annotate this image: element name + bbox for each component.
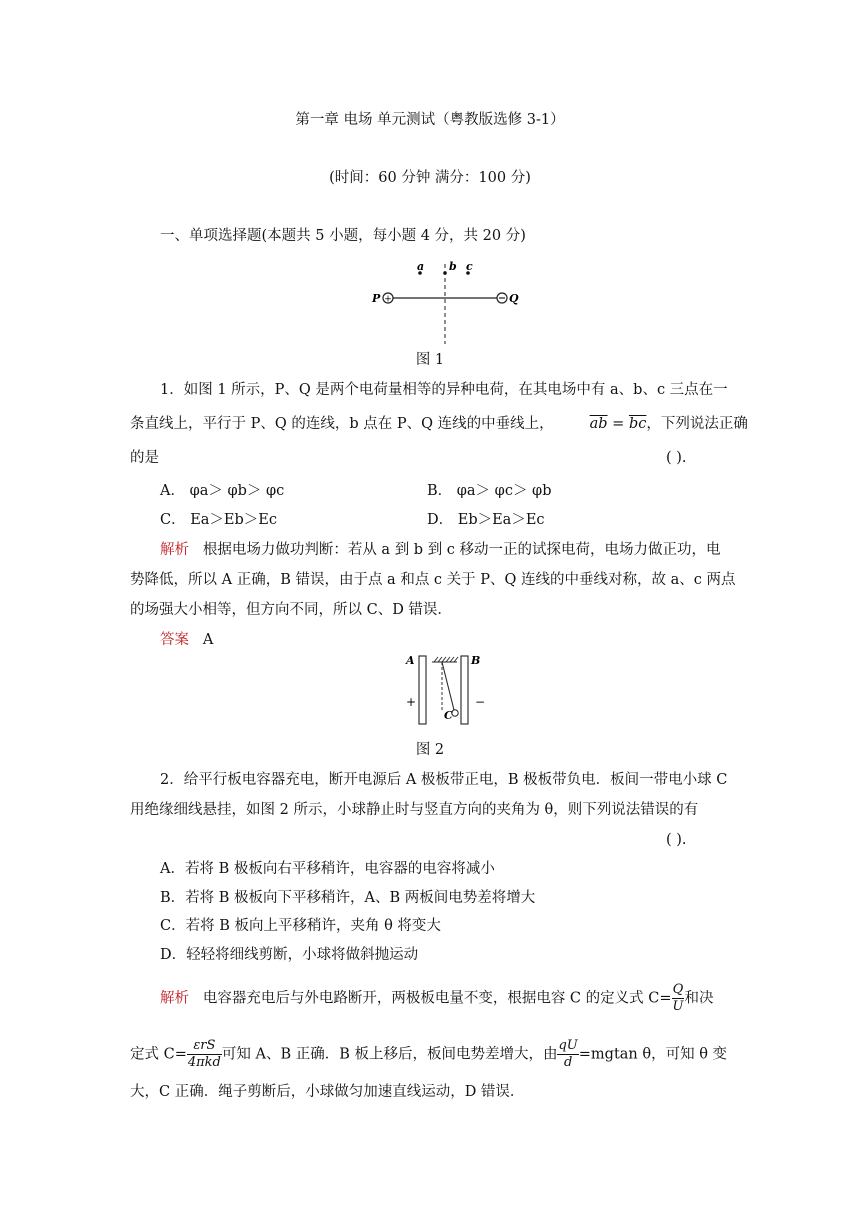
label-ball-c: C (444, 709, 453, 722)
ceiling-hatch (434, 657, 458, 662)
q1-answer-line (160, 630, 213, 650)
q2-analysis-text-2a: 定式 C= (130, 1046, 187, 1063)
q1-option-d: D． Eb＞Ea＞Ec (427, 512, 545, 528)
q2-analysis-text-1: 电容器充电后与外电路断开，两极板电量不变，根据电容 C 的定义式 C= (202, 990, 672, 1007)
fraction-2-denominator: 4πkd (187, 1055, 221, 1070)
figure-2-diagram (398, 652, 494, 728)
label-q: Q (509, 292, 519, 305)
q1-stem-line-2 (130, 414, 748, 434)
fraction-1-denominator: U (672, 999, 684, 1014)
q2-analysis-line-3: 大，C 正确．绳子剪断后，小球做匀加速直线运动，D 错误． (130, 1084, 525, 1100)
figure-1-caption: 图 1 (415, 352, 445, 368)
fraction-1-numerator: Q (672, 982, 684, 997)
segment-ab: $\overline{ab}$ (589, 416, 608, 432)
label-p: P (372, 292, 381, 305)
q2-analysis-line-2 (130, 1038, 727, 1071)
q2-analysis-label: 解析 (160, 990, 189, 1007)
q2-stem-line-1: 2．给平行板电容器充电，断开电源后 A 极板带正电，B 极板带负电．板间一带电小球 C (160, 772, 728, 788)
q1-analysis-line-3: 的场强大小相等，但方向不同，所以 C、D 错误． (130, 602, 452, 618)
point-b (443, 271, 447, 275)
q2-stem-line-2: 用绝缘细线悬挂，如图 2 所示，小球静止时与竖直方向的夹角为 θ，则下列说法错误的有 (130, 802, 699, 818)
q2-option-d: D．轻轻将细线剪断，小球将做斜抛运动 (160, 947, 419, 963)
figure-1-diagram (370, 258, 520, 344)
q2-answer-blank: ( ). (666, 832, 687, 848)
label-plate-a: A (406, 654, 415, 667)
fraction-q-over-u (672, 982, 685, 1015)
q1-stem-line-2-tail: ，下列说法正确 (646, 416, 748, 432)
label-plus: + (406, 695, 417, 709)
q1-option-b: B． φa＞ φc＞ φb (427, 483, 552, 499)
q1-analysis-text-1: 根据电场力做功判断：若从 a 到 b 到 c 移动一正的试探电荷，电场力做正功，电 (202, 542, 721, 558)
q2-analysis-text-2b: 可知 A、B 正确．B 板上移后，板间电势差增大，由 (221, 1046, 558, 1063)
q2-option-a: A．若将 B 极板向右平移稍许，电容器的电容将减小 (160, 861, 495, 877)
q2-analysis-line-1 (160, 982, 713, 1015)
q1-stem-line-3: 的是 (130, 450, 159, 466)
plate-a (419, 656, 426, 724)
fraction-2-numerator: εrS (187, 1038, 222, 1055)
q1-answer-label: 答案 (160, 632, 189, 648)
q2-option-c: C．若将 B 板向上平移稍许，夹角 θ 将变大 (160, 918, 441, 934)
q2-analysis-text-1-tail: 和决 (684, 990, 714, 1007)
segment-bc: $\overline{bc}$ (628, 416, 647, 432)
q2-option-b: B．若将 B 极板向下平移稍许，A、B 两板间电势差将增大 (160, 890, 536, 906)
q1-analysis-label: 解析 (160, 542, 189, 558)
section-heading: 一、单项选择题(本题共 5 小题，每小题 4 分，共 20 分) (160, 228, 526, 244)
q1-option-c: C． Ea＞Eb＞Ec (160, 512, 278, 528)
label-plate-b: B (471, 654, 481, 667)
fraction-capacitance-formula (187, 1038, 222, 1071)
figure-2-caption: 图 2 (415, 742, 445, 758)
insulating-thread (442, 662, 454, 710)
page-title: 第一章 电场 单元测试（粤教版选修 3-1） (295, 112, 565, 128)
page-subtitle: (时间：60 分钟 满分：100 分) (329, 170, 531, 186)
label-c: c (466, 260, 473, 273)
label-b: b (449, 260, 457, 273)
fraction-3-numerator: qU (558, 1038, 578, 1053)
plus-sign: + (384, 294, 392, 305)
fraction-3-denominator: d (563, 1055, 573, 1070)
q1-analysis-line-1 (160, 540, 721, 560)
q2-analysis-text-2c: =mgtan θ，可知 θ 变 (578, 1046, 728, 1063)
q1-stem-line-1: 1．如图 1 所示，P、Q 是两个电荷量相等的异种电荷，在其电场中有 a、b、c 三点在一 (160, 382, 728, 398)
plate-b (461, 656, 468, 724)
fraction-qu-over-d (557, 1038, 578, 1071)
q1-answer-blank: ( ). (666, 450, 687, 466)
equals-sign: = (607, 416, 629, 432)
q1-stem-line-2-text: 条直线上，平行于 P、Q 的连线，b 点在 P、Q 连线的中垂线上， (130, 416, 554, 432)
label-a: a (417, 260, 425, 273)
label-minus: − (475, 695, 486, 709)
q1-answer-value: A (202, 632, 214, 648)
q1-analysis-line-2: 势降低，所以 A 正确，B 错误，由于点 a 和点 c 关于 P、Q 连线的中垂线对称，故 a、c 两点 (130, 572, 736, 588)
q1-option-a: A． φa＞ φb＞ φc (160, 483, 285, 499)
